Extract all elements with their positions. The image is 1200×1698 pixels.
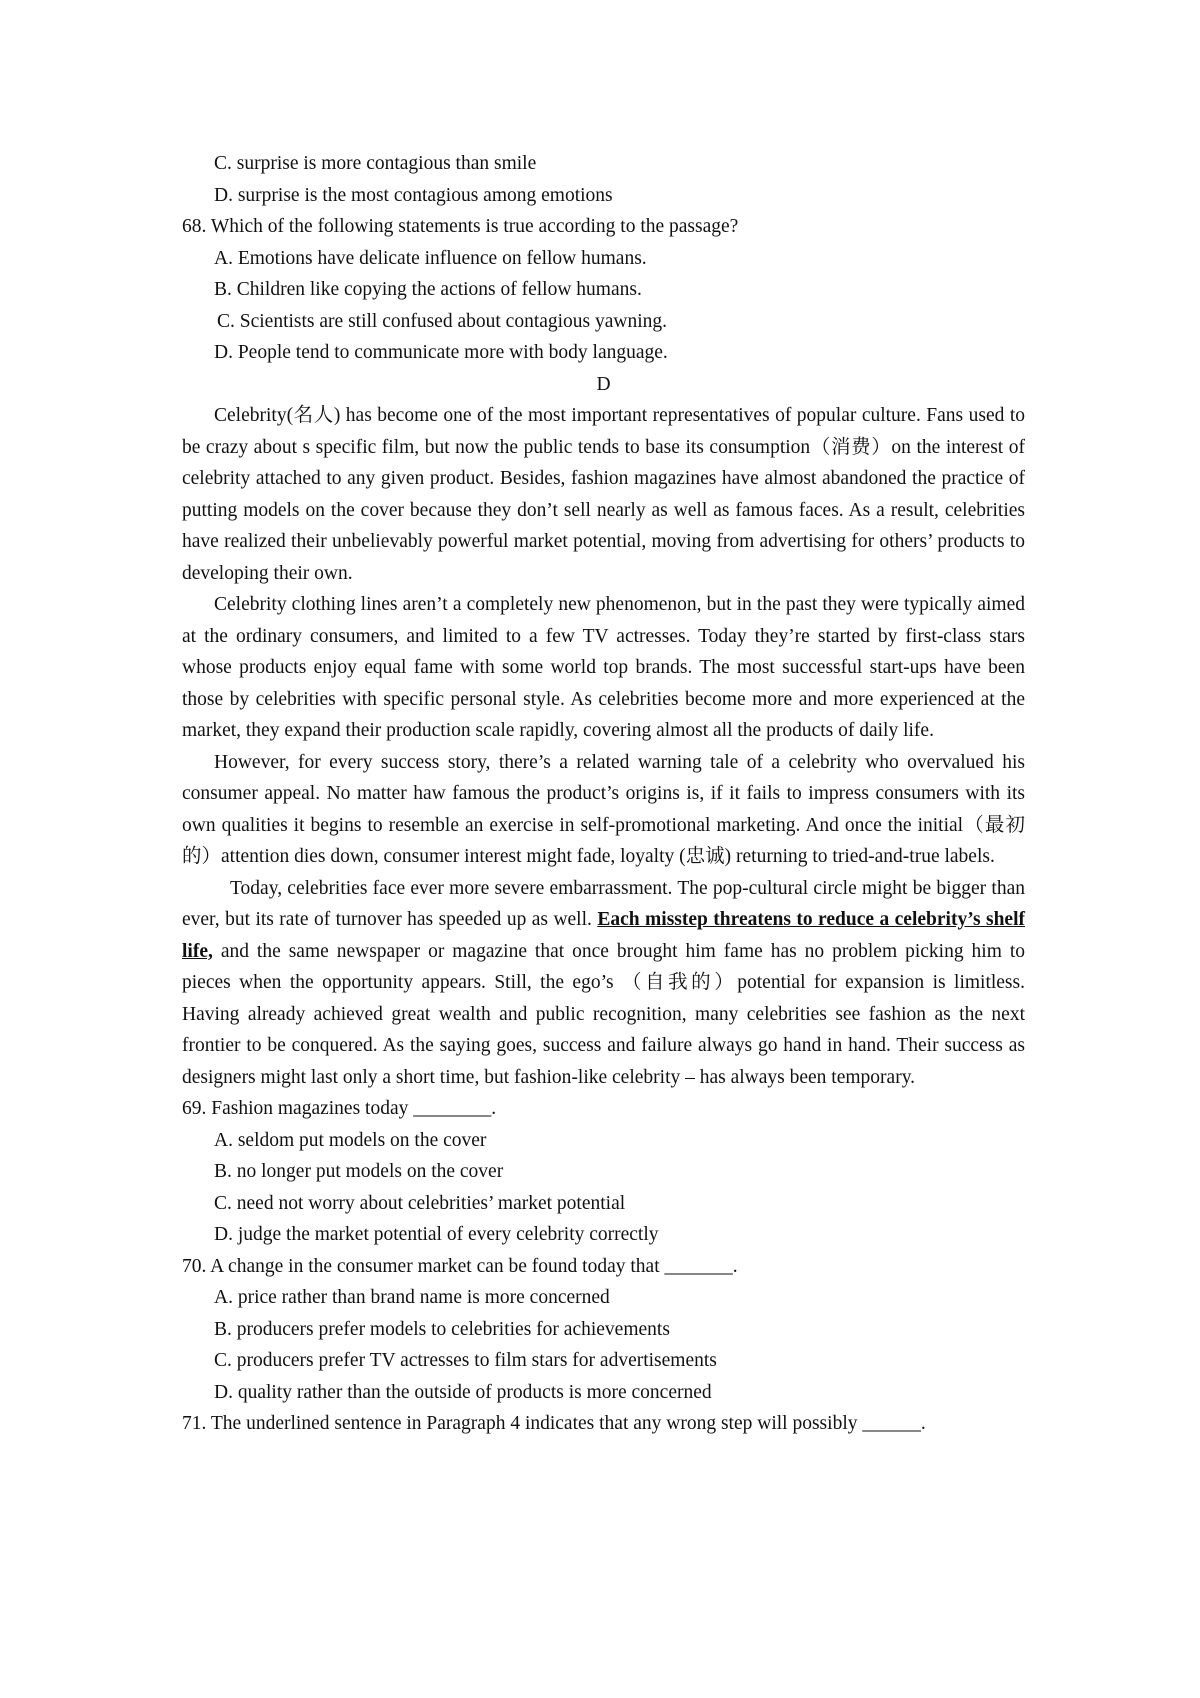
paragraph-4-text-start: Today, celebrities face ever more severe embarrassment. The pop-cultural circle might be bigger than ever, but its rate of turnover has speeded up as well. xyxy=(182,877,1025,930)
q68-option-b: B. Children like copying the actions of fellow humans. xyxy=(214,279,642,300)
q69-option-d: D. judge the market potential of every celebrity correctly xyxy=(214,1224,659,1245)
q68-stem: 68. Which of the following statements is true according to the passage? xyxy=(182,216,739,237)
q69-stem: 69. Fashion magazines today ________. xyxy=(182,1098,497,1119)
q69-option-b: B. no longer put models on the cover xyxy=(214,1161,504,1182)
passage-paragraph-2: Celebrity clothing lines aren’t a completely new phenomenon, but in the past they were typically aimed at the ordinary consumers, and limited to a few TV actresses. Today they’re started by first-class stars whose products enjoy equal fame with some world top brands. The most successful start-ups have been those by celebrities with specific personal style. As celebrities become more and more experienced at the market, they expand their production scale rapidly, covering almost all the products of daily life. xyxy=(182,594,1025,741)
q70-stem: 70. A change in the consumer market can be found today that _______. xyxy=(182,1255,738,1277)
q69-option-a: A. seldom put models on the cover xyxy=(214,1129,487,1151)
section-d-title: D xyxy=(596,373,611,395)
q68-option-c: C. Scientists are still confused about contagious yawning. xyxy=(217,310,668,332)
q70-option-c: C. producers prefer TV actresses to film stars for advertisements xyxy=(214,1350,717,1371)
q70-option-b: B. producers prefer models to celebrities for achievements xyxy=(214,1318,670,1340)
passage-paragraph-3: However, for every success story, there’s a related warning tale of a celebrity who overvalued his consumer appeal. No matter haw famous the product’s origins is, if it fails to impress consumers with its own qualities it begins to resemble an exercise in self-promotional marketing. And once the initial（最初的）attention dies down, consumer interest might fade, loyalty (忠诚) returning to tried-and-true labels. xyxy=(182,751,1025,867)
passage-paragraph-4 xyxy=(182,873,1025,1094)
q67-option-c: C. surprise is more contagious than smile xyxy=(214,153,537,174)
underlined-sentence: Each misstep threatens to reduce a celebrity’s shelf life, xyxy=(182,909,1025,962)
q68-option-d: D. People tend to communicate more with body language. xyxy=(214,342,668,363)
q71-stem: 71. The underlined sentence in Paragraph 4 indicates that any wrong step will possibly ______. xyxy=(182,1413,926,1434)
page-content xyxy=(182,148,1025,1440)
q69-option-c: C. need not worry about celebrities’ market potential xyxy=(214,1192,626,1214)
q70-option-a: A. price rather than brand name is more concerned xyxy=(214,1287,610,1308)
q70-option-d: D. quality rather than the outside of products is more concerned xyxy=(214,1381,712,1403)
paragraph-4-text-end: and the same newspaper or magazine that once brought him fame has no problem picking him to pieces when the opportunity appears. Still, the ego’s （自我的）potential for expansion is limitless. Having already achieved great wealth and public recognition, many celebrities see fashion as the next frontier to be conquered. As the saying goes, success and failure always go hand in hand. Their success as designers might last only a short time, but fashion-like celebrity – has always been temporary. xyxy=(182,940,1025,1088)
passage-paragraph-1: Celebrity(名人) has become one of the most important representatives of popular culture. Fans used to be crazy about s specific film, but now the public tends to base its consumption（消费）on the interest of celebrity attached to any given product. Besides, fashion magazines have almost abandoned the practice of putting models on the cover because they don’t sell nearly as well as famous faces. As a result, celebrities have realized their unbelievably powerful market potential, moving from advertising for others’ products to developing their own. xyxy=(182,405,1025,584)
q68-option-a: A. Emotions have delicate influence on fellow humans. xyxy=(214,247,647,269)
q67-option-d: D. surprise is the most contagious among emotions xyxy=(214,184,613,206)
